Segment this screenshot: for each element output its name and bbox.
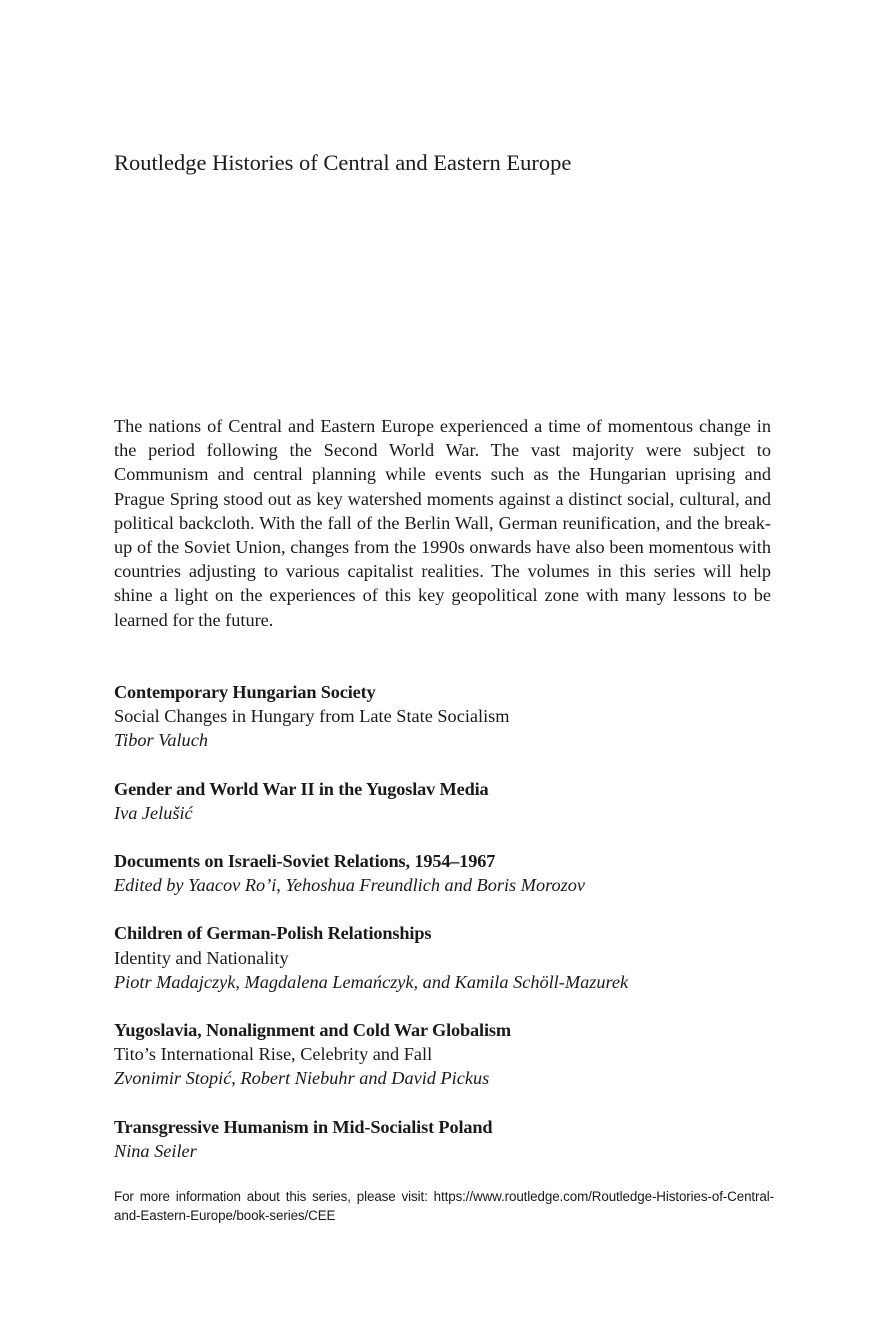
series-title: Routledge Histories of Central and Eastern Europe [114, 150, 572, 175]
book-entry [114, 1115, 774, 1163]
book-title: Documents on Israeli-Soviet Relations, 1954–1967 [114, 851, 496, 872]
book-author: Zvonimir Stopić, Robert Niebuhr and David Pickus [114, 1068, 490, 1089]
book-subtitle: Social Changes in Hungary from Late State Socialism [114, 706, 510, 727]
series-info-note: For more information about this series, please visit: https://www.routledge.com/Routledge-Histories-of-Central-and-Eastern-Europe/book-series/CEE [114, 1189, 774, 1223]
book-title: Gender and World War II in the Yugoslav Media [114, 778, 489, 799]
book-entry [114, 1018, 774, 1091]
book-author: Edited by Yaacov Ro’i, Yehoshua Freundlich and Boris Morozov [114, 875, 586, 896]
book-entry [114, 680, 774, 753]
book-title: Contemporary Hungarian Society [114, 682, 376, 702]
book-title: Transgressive Humanism in Mid-Socialist Poland [114, 1116, 493, 1137]
book-author: Iva Jelušić [114, 802, 193, 823]
book-title: Yugoslavia, Nonalignment and Cold War Globalism [114, 1020, 511, 1041]
book-subtitle: Identity and Nationality [114, 947, 289, 968]
book-subtitle: Tito’s International Rise, Celebrity and Fall [114, 1044, 433, 1065]
book-entry [114, 849, 774, 897]
book-entry [114, 777, 774, 825]
book-author: Tibor Valuch [114, 730, 208, 751]
book-title: Children of German-Polish Relationships [114, 923, 432, 944]
book-author: Nina Seiler [114, 1140, 197, 1161]
series-description: The nations of Central and Eastern Europe experienced a time of momentous change in the period following the Second World War. The vast majority were subject to Communism and central planning while events such as the Hungarian uprising and Prague Spring stood out as key watershed moments against a distinct social, cultural, and political backcloth. With the fall of the Berlin Wall, German reunification, and the break-up of the Soviet Union, changes from the 1990s onwards have also been momentous with countries adjusting to various capitalist realities. The volumes in this series will help shine a light on the experiences of this key geopolitical zone with many lessons to be learned for the future. [114, 416, 771, 630]
book-list [114, 680, 774, 1187]
book-entry [114, 921, 774, 994]
book-author: Piotr Madajczyk, Magdalena Lemańczyk, and Kamila Schöll-Mazurek [114, 971, 629, 992]
